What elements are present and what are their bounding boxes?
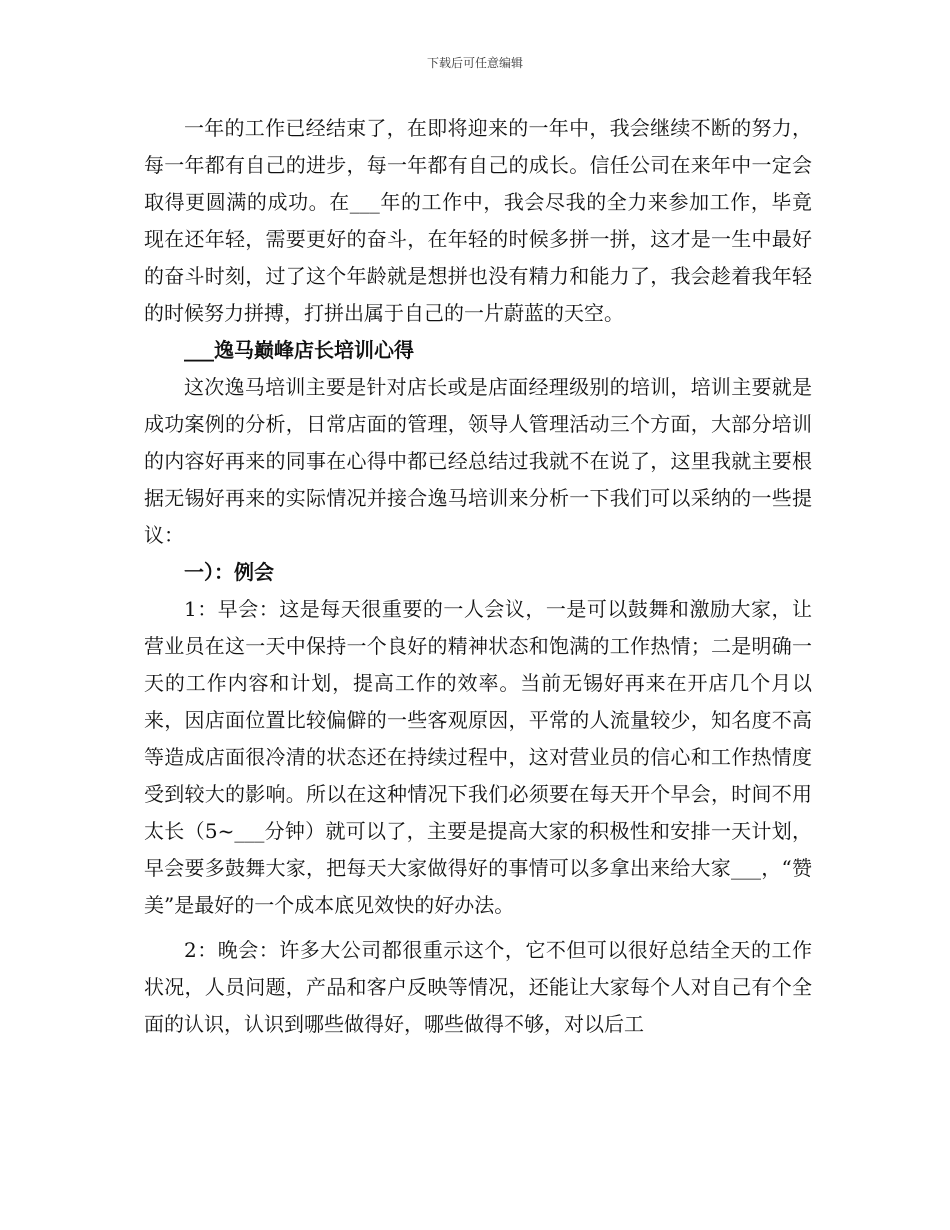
paragraph-year-end-summary: 一年的工作已经结束了，在即将迎来的一年中，我会继续不断的努力，每一年都有自己的进步，每一年都有自己的成长。信任公司在来年中一定会取得更圆满的成功。在___年的工作中，我会尽我的全力来参加工作，毕竟现在还年轻，需要更好的奋斗，在年轻的时候多拼一拼，这才是一生中最好的奋斗时刻，过了这个年龄就是想拼也没有精力和能力了，我会趁着我年轻的时候努力拼搏，打拼出属于自己的一片蔚蓝的天空。: [144, 116, 812, 325]
section-title-training: ___逸马巅峰店长培训心得: [184, 338, 414, 362]
paragraph-training-intro: 这次逸马培训主要是针对店长或是店面经理级别的培训，培训主要就是成功案例的分析，日常店面的管理，领导人管理活动三个方面，大部分培训的内容好再来的同事在心得中都已经总结过我就不在说了，这里我就主要根据无锡好再来的实际情况并接合逸马培训来分析一下我们可以采纳的一些提议：: [144, 375, 812, 547]
page-header: 下载后可任意编辑: [426, 56, 523, 70]
subsection-title-meetings: 一）：例会: [184, 560, 274, 584]
paragraph-evening-meeting: 2：晚会：许多大公司都很重示这个，它不但可以很好总结全天的工作状况，人员问题，产品和客户反映等情况，还能让大家每个人对自己有个全面的认识，认识到哪些做得好，哪些做得不够，对以后工: [144, 938, 812, 1036]
paragraph-morning-meeting: 1：早会：这是每天很重要的一人会议，一是可以鼓舞和激励大家，让营业员在这一天中保持一个良好的精神状态和饱满的工作热情；二是明确一天的工作内容和计划，提高工作的效率。当前无锡好再来在开店几个月以来，因店面位置比较偏僻的一些客观原因，平常的人流量较少，知名度不高等造成店面很冷清的状态还在持续过程中，这对营业员的信心和工作热情度受到较大的影响。所以在这种情况下我们必须要在每天开个早会，时间不用太长（5~___分钟）就可以了，主要是提高大家的积极性和安排一天计划，早会要多鼓舞大家，把每天大家做得好的事情可以多拿出来给大家___，“赞美”是最好的一个成本底见效快的好办法。: [144, 597, 812, 917]
document-body: [144, 110, 812, 1043]
